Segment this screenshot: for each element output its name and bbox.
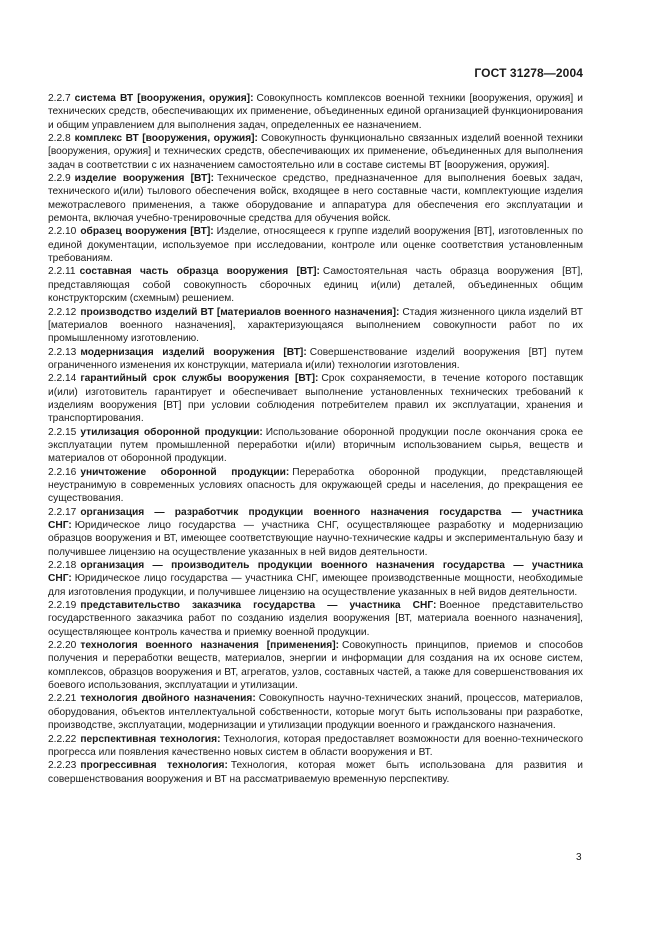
clause-number: 2.2.13 xyxy=(48,346,77,358)
definition-text: Военное представительство государственного заказчика работ по созданию изделия вооружения [ВТ, материала военного назначения], осуществляющее контроль качества и приемку военной продукции. xyxy=(48,600,583,638)
defined-term: технология военного назначения [применения]: xyxy=(80,640,339,652)
clause-number: 2.2.19 xyxy=(48,600,77,612)
definition-text: Юридическое лицо государства — участника СНГ, имеющее производственные мощности, необходимые для изготовления продукции, и получившее лицензию на осуществление указанных в ней видов деятельности. xyxy=(48,573,583,598)
clause-number: 2.2.20 xyxy=(48,640,77,652)
defined-term: представительство заказчика государства — участника СНГ: xyxy=(80,600,437,612)
page-number: 3 xyxy=(576,852,582,863)
definition-2-2-8 xyxy=(48,132,583,172)
definition-text: Совокупность принципов, приемов и способов получения и переработки веществ, материалов, энергии и информации для создания на их основе систем, комплексов, образцов вооружения и ВТ, агрегатов, узлов, составных частей, а также для совершенствования их боевого использования, эксплуатации и утилизации. xyxy=(48,640,583,692)
defined-term: производство изделий ВТ [материалов военного назначения]: xyxy=(80,306,400,318)
defined-term: уничтожение оборонной продукции: xyxy=(80,466,290,478)
clause-number: 2.2.10 xyxy=(48,226,77,238)
definition-text: Переработка оборонной продукции, представляющей неустранимую в современных условиях опасность для окружающей среды и населения, до прекращения ее существования. xyxy=(48,466,583,505)
defined-term: утилизация оборонной продукции: xyxy=(80,426,263,438)
definition-2-2-7 xyxy=(48,92,583,132)
definition-text: Стадия жизненного цикла изделий ВТ [материалов военного назначения], характеризующаяся выполнением совокупности работ по их промышленному изготовлению. xyxy=(48,306,583,345)
clause-number: 2.2.8 xyxy=(48,133,71,145)
definition-2-2-11 xyxy=(48,265,583,305)
document-code: ГОСТ 31278—2004 xyxy=(474,66,583,80)
defined-term: организация — производитель продукции военного назначения государства — участника СНГ: xyxy=(48,560,583,585)
defined-term: изделие вооружения [ВТ]: xyxy=(74,173,215,185)
definition-text: Срок сохраняемости, в течение которого поставщик и(или) изготовитель гарантирует и обеспечивает выполнение установленных технических требований к изделиям вооружения [ВТ] при условии соблюдения потребителем правил их эксплуатации, хранения и транспортирования. xyxy=(48,373,583,425)
defined-term: система ВТ [вооружения, оружия]: xyxy=(74,93,254,104)
definition-text: Изделие, относящееся к группе изделий вооружения [ВТ], изготовленных по единой документации, используемое при исследовании, контроле или оценке соответствия установленным требованиям. xyxy=(48,226,583,265)
defined-term: прогрессивная технология: xyxy=(80,760,228,772)
definition-text: Совокупность функционально связанных изделий военной техники [вооружения, оружия] и технических средств, обеспечивающих их применение, объединенных для выполнения задач в соответствии с их назначением самостоятельно или в составе системы ВТ [вооружения, оружия]. xyxy=(48,133,584,171)
definition-text: Использование оборонной продукции после окончания срока ее эксплуатации путем промышленной переработки и(или) вторичным использованием сырья, веществ и материалов от оборонной продукции. xyxy=(48,426,583,465)
clause-number: 2.2.16 xyxy=(48,466,77,478)
definition-2-2-15 xyxy=(48,426,583,466)
definition-text: Совокупность комплексов военной техники [вооружения, оружия] и технических средств, обеспечивающих их применение, объединенных единой организацией функционирования и общим управлением для выполнения задач, определенных ее назначением. xyxy=(48,93,583,131)
clause-number: 2.2.23 xyxy=(48,760,77,772)
definition-2-2-17 xyxy=(48,506,583,559)
definition-text: Юридическое лицо государства — участника СНГ, осуществляющее разработку и модернизацию образцов вооружения и ВТ, имеющее соответствующие научно-технические кадры и экспериментальную базу и получившее лицензию на осуществление указанных в ней видов деятельности. xyxy=(48,520,583,558)
definition-text: Техническое средство, предназначенное для выполнения боевых задач, технического и(или) тылового обеспечения войск, входящее в него составные части, комплектующие изделия межотраслевого применения, а также оборудование и аппаратура для обеспечения его эксплуатации и ремонта, включая учебно-тренировочные средства для обучения войск. xyxy=(48,173,583,225)
clause-number: 2.2.22 xyxy=(48,733,77,745)
defined-term: перспективная технология: xyxy=(80,733,221,745)
clause-number: 2.2.11 xyxy=(48,266,76,278)
definition-2-2-13 xyxy=(48,346,583,373)
defined-term: образец вооружения [ВТ]: xyxy=(80,226,214,238)
definitions-section xyxy=(48,92,583,786)
definition-2-2-16 xyxy=(48,466,583,506)
defined-term: модернизация изделий вооружения [ВТ]: xyxy=(80,346,307,358)
clause-number: 2.2.21 xyxy=(48,693,77,705)
definition-2-2-9 xyxy=(48,172,583,225)
clause-number: 2.2.17 xyxy=(48,506,77,518)
clause-number: 2.2.7 xyxy=(48,93,71,104)
defined-term: технология двойного назначения: xyxy=(80,693,256,705)
definition-text: Самостоятельная часть образца вооружения [ВТ], представляющая собой совокупность сборочных единиц и(или) деталей, объединенных общим конструкторским (схемным) решением. xyxy=(48,266,583,305)
clause-number: 2.2.9 xyxy=(48,173,71,185)
definition-2-2-22 xyxy=(48,733,583,760)
definition-2-2-21 xyxy=(48,692,583,732)
defined-term: комплекс ВТ [вооружения, оружия]: xyxy=(74,133,258,145)
definition-2-2-12 xyxy=(48,306,583,346)
defined-term: организация — разработчик продукции военного назначения государства — участника СНГ: xyxy=(48,506,583,531)
defined-term: гарантийный срок службы вооружения [ВТ]: xyxy=(80,373,319,385)
clause-number: 2.2.12 xyxy=(48,306,77,318)
clause-number: 2.2.14 xyxy=(48,373,77,385)
definition-2-2-20 xyxy=(48,639,583,692)
definition-2-2-23 xyxy=(48,759,583,786)
definition-text: Совокупность научно-технических знаний, процессов, материалов, оборудования, объектов интеллектуальной собственности, которые могут быть использованы при разработке, производстве, эксплуатации, модернизации и утилизации продукции военного и гражданского назначения. xyxy=(48,693,583,732)
clause-number: 2.2.15 xyxy=(48,426,77,438)
clause-number: 2.2.18 xyxy=(48,560,77,572)
definition-text: Технология, которая предоставляет возможности для военно-технического прогресса или появления качественно новых систем в области вооружения и ВТ. xyxy=(48,733,583,758)
definition-text: Технология, которая может быть использована для развития и совершенствования вооружения и ВТ на рассматриваемую временную перспективу. xyxy=(48,760,583,785)
definition-2-2-10 xyxy=(48,225,583,265)
definition-2-2-14 xyxy=(48,372,583,425)
defined-term: составная часть образца вооружения [ВТ]: xyxy=(79,266,320,278)
definition-2-2-19 xyxy=(48,599,583,639)
definition-2-2-18 xyxy=(48,559,583,599)
definition-text: Совершенствование изделий вооружения [ВТ] путем ограниченного изменения их конструкции, материала и(или) технологии изготовления. xyxy=(48,346,583,371)
